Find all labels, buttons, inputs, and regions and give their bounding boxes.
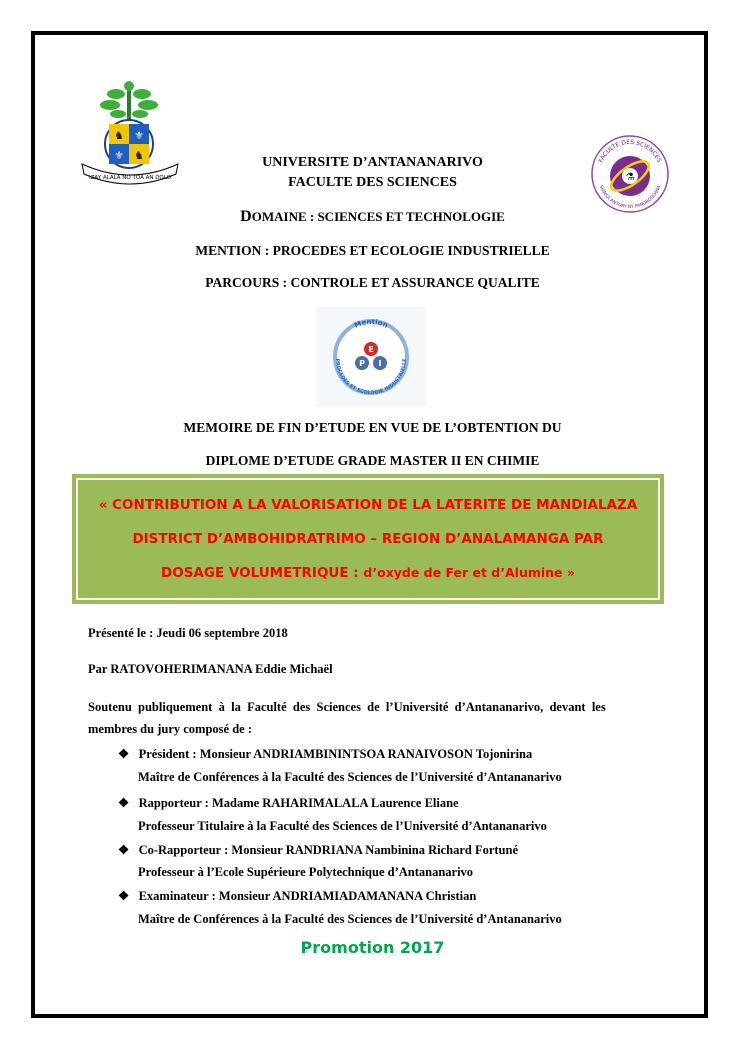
memoire-line-2: DIPLOME D’ETUDE GRADE MASTER II EN CHIMIE: [205, 453, 540, 468]
thesis-title-box: [72, 474, 664, 604]
promotion-label: Promotion 2017: [300, 938, 445, 957]
thesis-title-line-3: [161, 565, 575, 581]
faculty-seal-logo: [590, 134, 670, 214]
thesis-title-inner: [76, 478, 660, 600]
defense-line-2: membres du jury composé de :: [88, 722, 252, 736]
mention-pei-logo: [316, 307, 426, 407]
author-line: Par RATOVOHERIMANANA Eddie Michaël: [88, 662, 333, 676]
domain-line: [0, 208, 745, 226]
svg-text:I: I: [378, 359, 382, 368]
presentation-date: Présenté le : Jeudi 06 septembre 2018: [88, 626, 288, 640]
svg-text:FACULTE DES SCIENCES: FACULTE DES SCIENCES: [597, 138, 663, 164]
university-name: UNIVERSITE D’ANTANANARIVO: [262, 155, 483, 170]
jury-detail: Professeur à l’Ecole Supérieure Polytechnique d’Antananarivo: [138, 865, 474, 879]
diamond-bullet-icon: ❖: [118, 747, 130, 761]
jury-item-rapporteur: [118, 795, 459, 811]
domain-text: OMAINE : SCIENCES ET TECHNOLOGIE: [251, 209, 505, 224]
svg-text:SIANSA ANTORY NY FANDROSOANA: SIANSA ANTORY NY FANDROSOANA: [597, 184, 663, 211]
jury-detail: Professeur Titulaire à la Faculté des Sciences de l’Université d’Antananarivo: [138, 819, 547, 833]
svg-text:E: E: [368, 345, 374, 354]
jury-role: Co-Rapporteur : Monsieur RANDRIANA Nambinina Richard Fortuné: [138, 843, 519, 857]
jury-item-co-rapporteur: [118, 842, 518, 858]
university-crest-logo: [78, 78, 182, 190]
defense-line-1: Soutenu publiquement à la Faculté des Sciences de l’Université d’Antananarivo, devant les: [88, 700, 606, 714]
jury-role: Rapporteur : Madame RAHARIMALALA Laurence Eliane: [138, 796, 459, 810]
domain-initial: D: [240, 208, 252, 225]
microscope-icon: ⚗: [625, 172, 635, 183]
thesis-title-line-3a: DOSAGE VOLUMETRIQUE :: [161, 565, 364, 581]
tree-icon: [100, 81, 158, 122]
memoire-line-1: MEMOIRE DE FIN D’ETUDE EN VUE DE L’OBTENTION DU: [183, 420, 562, 435]
diamond-bullet-icon: ❖: [118, 796, 130, 810]
jury-role: Examinateur : Monsieur ANDRIAMIADAMANANA Christian: [138, 889, 477, 903]
jury-detail: Maître de Conférences à la Faculté des Sciences de l’Université d’Antananarivo: [138, 770, 562, 784]
svg-text:Mention: Mention: [353, 317, 390, 330]
jury-item-examinateur: [118, 888, 476, 904]
jury-detail: Maître de Conférences à la Faculté des Sciences de l’Université d’Antananarivo: [138, 912, 562, 926]
parcours-line: PARCOURS : CONTROLE ET ASSURANCE QUALITE: [205, 275, 540, 290]
svg-text:P: P: [359, 359, 365, 368]
diamond-bullet-icon: ❖: [118, 843, 130, 857]
thesis-title-line-2: DISTRICT D’AMBOHIDRATRIMO – REGION D’ANALAMANGA PAR: [132, 531, 604, 547]
thesis-title-line-3b: d’oxyde de Fer et d’Alumine »: [363, 565, 575, 580]
svg-text:IZAY ALALA NO TOA AN DOLO: IZAY ALALA NO TOA AN DOLO: [89, 175, 171, 181]
svg-text:PROCEDES ET ECOLOGIE INDUSTRIE: PROCEDES ET ECOLOGIE INDUSTRIELLE: [333, 358, 409, 397]
jury-role: Président : Monsieur ANDRIAMBININTSOA RANAIVOSON Tojonirina: [138, 747, 533, 761]
svg-text:♞: ♞: [114, 129, 124, 142]
diamond-bullet-icon: ❖: [118, 889, 130, 903]
jury-item-president: [118, 746, 532, 762]
faculty-name: FACULTE DES SCIENCES: [288, 175, 457, 190]
svg-text:⚜: ⚜: [114, 149, 124, 162]
thesis-title-line-1: « CONTRIBUTION A LA VALORISATION DE LA LATERITE DE MANDIALAZA: [98, 497, 638, 513]
svg-text:⚜: ⚜: [134, 129, 144, 142]
mention-line: MENTION : PROCEDES ET ECOLOGIE INDUSTRIELLE: [195, 243, 550, 258]
svg-text:♞: ♞: [134, 149, 144, 162]
